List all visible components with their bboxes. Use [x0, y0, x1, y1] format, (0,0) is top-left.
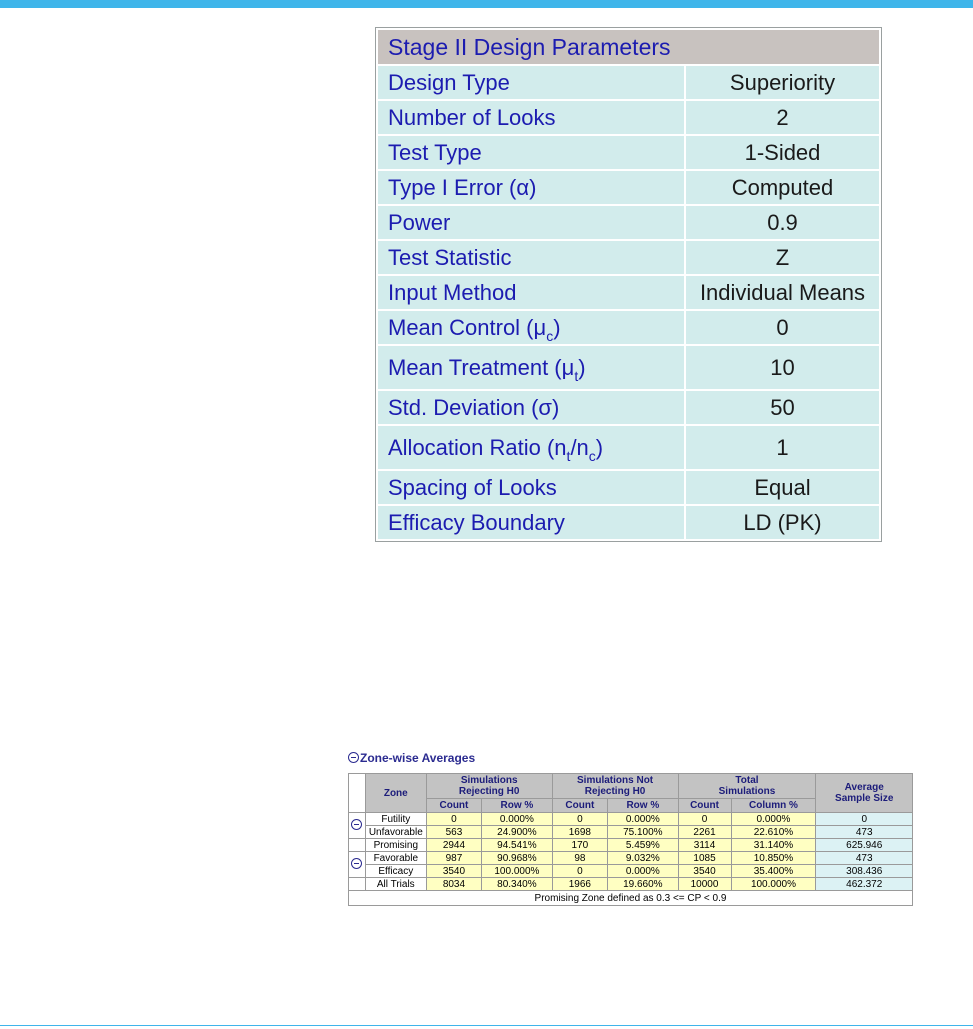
tot-count: 3540 — [678, 865, 731, 878]
nrej-pct: 0.000% — [608, 865, 678, 878]
avg-sample-size: 473 — [816, 852, 913, 865]
param-label-subscript: c — [588, 447, 596, 464]
nrej-pct: 0.000% — [608, 813, 678, 826]
top-accent-bar — [0, 0, 973, 8]
rej-pct: 90.968% — [482, 852, 552, 865]
total-column-pct-header: Column % — [731, 799, 816, 813]
param-label — [377, 310, 685, 345]
tot-count: 2261 — [678, 826, 731, 839]
row-spacer — [349, 878, 366, 891]
param-label: Test Statistic — [377, 240, 685, 275]
param-row — [377, 390, 880, 425]
param-label: Test Type — [377, 135, 685, 170]
rej-count: 8034 — [426, 878, 481, 891]
nrej-count: 0 — [552, 865, 608, 878]
param-row — [377, 65, 880, 100]
row-spacer — [349, 839, 366, 852]
param-label: Type I Error (α) — [377, 170, 685, 205]
param-row — [377, 170, 880, 205]
param-label-subscript: t — [566, 447, 571, 464]
avg-sample-size: 308.436 — [816, 865, 913, 878]
zone-name: Futility — [365, 813, 426, 826]
tot-count: 10000 — [678, 878, 731, 891]
table-row — [349, 813, 913, 826]
param-label: Number of Looks — [377, 100, 685, 135]
zone-wise-averages-heading[interactable] — [348, 751, 475, 765]
param-value: Computed — [685, 170, 880, 205]
param-label: Std. Deviation (σ) — [377, 390, 685, 425]
param-value: 50 — [685, 390, 880, 425]
rej-pct: 94.541% — [482, 839, 552, 852]
table-row — [349, 852, 913, 865]
tot-pct: 35.400% — [731, 865, 816, 878]
nrej-count: 1698 — [552, 826, 608, 839]
param-value: Individual Means — [685, 275, 880, 310]
stage-ii-design-parameters-table — [376, 28, 881, 541]
param-value: 1 — [685, 425, 880, 470]
zone-name: All Trials — [365, 878, 426, 891]
minus-circle-icon[interactable] — [351, 858, 362, 869]
avg-sample-size: 0 — [816, 813, 913, 826]
param-value: 1-Sided — [685, 135, 880, 170]
table-row — [349, 865, 913, 878]
param-label — [377, 345, 685, 390]
table-row — [349, 839, 913, 852]
param-label-subscript: c — [546, 327, 554, 344]
total-count-header: Count — [678, 799, 731, 813]
param-row — [377, 240, 880, 275]
nrej-count: 0 — [552, 813, 608, 826]
rej-pct: 80.340% — [482, 878, 552, 891]
nrej-pct: 19.660% — [608, 878, 678, 891]
rejecting-h0-header: Simulations Rejecting H0 — [426, 774, 552, 799]
param-value: LD (PK) — [685, 505, 880, 540]
group-toggle[interactable] — [349, 852, 366, 878]
params-header-row — [377, 29, 880, 65]
param-value: 10 — [685, 345, 880, 390]
param-value: Superiority — [685, 65, 880, 100]
zone-wise-averages-title: Zone-wise Averages — [360, 751, 476, 765]
param-label: Design Type — [377, 65, 685, 100]
tot-pct: 31.140% — [731, 839, 816, 852]
table-row — [349, 826, 913, 839]
param-label: Input Method — [377, 275, 685, 310]
param-label-subscript: t — [574, 367, 579, 384]
average-sample-size-header: Average Sample Size — [816, 774, 913, 813]
group-toggle[interactable] — [349, 813, 366, 839]
tot-pct: 10.850% — [731, 852, 816, 865]
tot-pct: 100.000% — [731, 878, 816, 891]
zone-wise-averages-table — [348, 773, 913, 906]
zone-name: Efficacy — [365, 865, 426, 878]
rej-count: 2944 — [426, 839, 481, 852]
zone-name: Promising — [365, 839, 426, 852]
tot-count: 0 — [678, 813, 731, 826]
params-table-title: Stage II Design Parameters — [377, 29, 880, 65]
rej-pct: 100.000% — [482, 865, 552, 878]
zone-header-row — [349, 774, 913, 799]
zone-column-header: Zone — [365, 774, 426, 813]
avg-sample-size: 625.946 — [816, 839, 913, 852]
param-row — [377, 135, 880, 170]
param-row — [377, 275, 880, 310]
param-row — [377, 505, 880, 540]
param-label-text: Mean Control (μ — [388, 314, 547, 340]
param-value: Equal — [685, 470, 880, 505]
rej-count: 0 — [426, 813, 481, 826]
minus-circle-icon[interactable] — [351, 819, 362, 830]
param-label: Power — [377, 205, 685, 240]
rej-count: 3540 — [426, 865, 481, 878]
param-label-text: ) — [553, 314, 561, 340]
nrej-pct: 5.459% — [608, 839, 678, 852]
table-footer-row — [349, 891, 913, 906]
minus-circle-icon[interactable] — [348, 752, 359, 763]
param-row — [377, 425, 880, 470]
nrej-count: 98 — [552, 852, 608, 865]
rej-pct: 24.900% — [482, 826, 552, 839]
not-rejecting-row-pct-header: Row % — [608, 799, 678, 813]
avg-sample-size: 462.372 — [816, 878, 913, 891]
param-value: Z — [685, 240, 880, 275]
param-row — [377, 310, 880, 345]
nrej-pct: 75.100% — [608, 826, 678, 839]
nrej-count: 1966 — [552, 878, 608, 891]
not-rejecting-h0-header: Simulations Not Rejecting H0 — [552, 774, 678, 799]
param-value: 0.9 — [685, 205, 880, 240]
nrej-count: 170 — [552, 839, 608, 852]
param-label-text: ) — [595, 434, 604, 460]
param-row — [377, 205, 880, 240]
tot-pct: 22.610% — [731, 826, 816, 839]
table-row — [349, 878, 913, 891]
param-value: 0 — [685, 310, 880, 345]
param-label: Efficacy Boundary — [377, 505, 685, 540]
tot-count: 3114 — [678, 839, 731, 852]
bottom-divider — [0, 1025, 973, 1026]
param-label-text: Allocation Ratio (n — [388, 434, 567, 460]
param-value: 2 — [685, 100, 880, 135]
not-rejecting-count-header: Count — [552, 799, 608, 813]
total-simulations-header: Total Simulations — [678, 774, 816, 799]
param-label-text: Mean Treatment (μ — [388, 354, 575, 380]
tot-pct: 0.000% — [731, 813, 816, 826]
header-spacer — [349, 774, 366, 813]
rej-count: 987 — [426, 852, 481, 865]
param-row — [377, 345, 880, 390]
rej-count: 563 — [426, 826, 481, 839]
nrej-pct: 9.032% — [608, 852, 678, 865]
param-label-text: ) — [578, 354, 586, 380]
tot-count: 1085 — [678, 852, 731, 865]
rejecting-count-header: Count — [426, 799, 481, 813]
param-label: Spacing of Looks — [377, 470, 685, 505]
rejecting-row-pct-header: Row % — [482, 799, 552, 813]
zone-name: Favorable — [365, 852, 426, 865]
param-row — [377, 470, 880, 505]
avg-sample-size: 473 — [816, 826, 913, 839]
rej-pct: 0.000% — [482, 813, 552, 826]
param-row — [377, 100, 880, 135]
table-footnote: Promising Zone defined as 0.3 <= CP < 0.9 — [349, 891, 913, 906]
param-label-text: /n — [570, 434, 589, 460]
zone-name: Unfavorable — [365, 826, 426, 839]
param-label — [377, 425, 685, 470]
